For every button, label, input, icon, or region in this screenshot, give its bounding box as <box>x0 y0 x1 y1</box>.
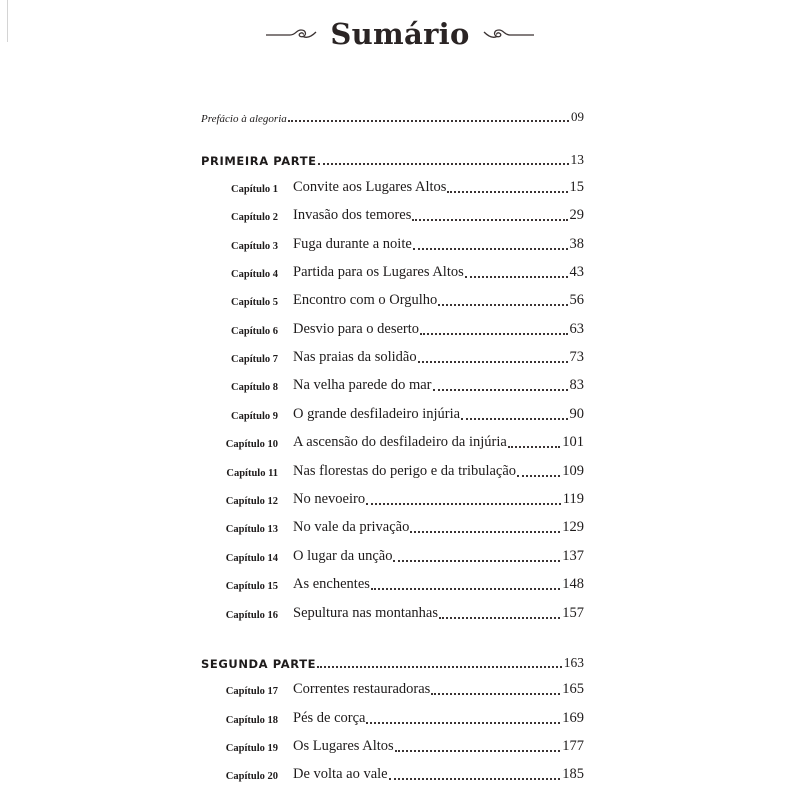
page-number: 163 <box>563 655 584 670</box>
chapter-label: Capítulo 11 <box>226 468 278 479</box>
page-number: 148 <box>562 576 584 592</box>
toc-entry-chapter[interactable] <box>0 230 800 256</box>
chapter-title: Sepultura nas montanhas <box>293 605 438 621</box>
chapter-label: Capítulo 18 <box>225 715 278 726</box>
dot-leader <box>288 120 569 122</box>
toc-entry-chapter[interactable] <box>0 513 800 539</box>
page-number: 165 <box>562 681 584 697</box>
dot-leader <box>366 503 561 505</box>
dot-leader <box>317 666 562 668</box>
page-number: 137 <box>562 548 584 564</box>
chapter-label: Capítulo 12 <box>225 496 278 507</box>
page-number: 09 <box>571 109 584 124</box>
page-number: 90 <box>569 406 584 422</box>
toc-entry-preface[interactable] <box>0 102 800 128</box>
part-title: SEGUNDA PARTE <box>201 657 317 671</box>
toc-part-heading[interactable] <box>0 145 800 171</box>
chapter-title: Na velha parede do mar <box>293 377 432 393</box>
dot-leader <box>413 248 568 250</box>
toc-entry-chapter[interactable] <box>0 732 800 758</box>
page-number: 38 <box>569 236 584 252</box>
dot-leader <box>395 750 561 752</box>
chapter-label: Capítulo 17 <box>225 686 278 697</box>
dot-leader <box>418 361 568 363</box>
toc-entry-chapter[interactable] <box>0 258 800 284</box>
chapter-label: Capítulo 5 <box>231 297 278 308</box>
chapter-title: As enchentes <box>293 576 370 592</box>
chapter-title: Pés de corça <box>293 710 366 726</box>
chapter-title: Convite aos Lugares Altos <box>293 179 447 195</box>
chapter-label: Capítulo 10 <box>225 439 278 450</box>
page-number: 13 <box>570 152 584 167</box>
page-number: 185 <box>562 766 584 782</box>
chapter-title: Nas praias da solidão <box>293 349 417 365</box>
toc-entry-chapter[interactable] <box>0 428 800 454</box>
dot-leader <box>433 389 568 391</box>
chapter-title: O grande desfiladeiro injúria <box>293 406 461 422</box>
chapter-label: Capítulo 7 <box>231 354 278 365</box>
toc-entry-chapter[interactable] <box>0 760 800 786</box>
toc-entry-chapter[interactable] <box>0 570 800 596</box>
chapter-title: Os Lugares Altos <box>293 738 394 754</box>
chapter-title: Desvio para o deserto <box>293 321 420 337</box>
page-number: 83 <box>569 377 584 393</box>
page-number: 177 <box>562 738 584 754</box>
dot-leader <box>420 333 567 335</box>
toc-entry-chapter[interactable] <box>0 457 800 483</box>
toc-entry-chapter[interactable] <box>0 400 800 426</box>
chapter-title: Encontro com o Orgulho <box>293 292 438 308</box>
toc-entry-chapter[interactable] <box>0 173 800 199</box>
chapter-label: Capítulo 13 <box>225 524 278 535</box>
chapter-title: Nas florestas do perigo e da tribulação <box>293 463 517 479</box>
page-number: 63 <box>569 321 584 337</box>
toc-entry-chapter[interactable] <box>0 371 800 397</box>
page-number: 15 <box>569 179 584 195</box>
chapter-title: Partida para os Lugares Altos <box>293 264 464 280</box>
toc-entry-chapter[interactable] <box>0 343 800 369</box>
chapter-label: Capítulo 19 <box>225 743 278 754</box>
page-number: 119 <box>562 491 584 507</box>
toc-entry-chapter[interactable] <box>0 542 800 568</box>
chapter-label: Capítulo 3 <box>231 241 278 252</box>
chapter-label: Capítulo 1 <box>231 184 278 195</box>
page-number: 73 <box>569 349 584 365</box>
chapter-label: Capítulo 15 <box>225 581 278 592</box>
chapter-title: Invasão dos temores <box>293 207 412 223</box>
page-number: 29 <box>569 207 584 223</box>
chapter-title: No nevoeiro <box>293 491 366 507</box>
chapter-label: Capítulo 20 <box>225 771 278 782</box>
chapter-label: Capítulo 8 <box>231 382 278 393</box>
dot-leader <box>447 191 567 193</box>
chapter-label: Capítulo 9 <box>231 411 278 422</box>
page-number: 169 <box>562 710 584 726</box>
dot-leader <box>508 446 560 448</box>
chapter-title: O lugar da unção <box>293 548 393 564</box>
page-number: 157 <box>562 605 584 621</box>
dot-leader <box>318 163 569 165</box>
chapter-title: De volta ao vale <box>293 766 388 782</box>
toc-part-heading[interactable] <box>0 648 800 674</box>
chapter-label: Capítulo 6 <box>231 326 278 337</box>
dot-leader <box>366 722 560 724</box>
dot-leader <box>431 693 560 695</box>
page-title: Sumário <box>330 17 470 51</box>
toc-entry-chapter[interactable] <box>0 286 800 312</box>
toc-entry-chapter[interactable] <box>0 704 800 730</box>
page-number: 56 <box>569 292 584 308</box>
dot-leader <box>461 418 567 420</box>
toc-entry-chapter[interactable] <box>0 675 800 701</box>
page-number: 43 <box>569 264 584 280</box>
page-number: 101 <box>562 434 584 450</box>
dot-leader <box>371 588 560 590</box>
toc-entry-chapter[interactable] <box>0 315 800 341</box>
toc-entry-chapter[interactable] <box>0 485 800 511</box>
chapter-title: Correntes restauradoras <box>293 681 431 697</box>
dot-leader <box>465 276 568 278</box>
chapter-title: A ascensão do desfiladeiro da injúria <box>293 434 507 450</box>
chapter-label: Capítulo 4 <box>231 269 278 280</box>
entry-title: Prefácio à alegoria <box>201 113 287 125</box>
dot-leader <box>517 475 560 477</box>
chapter-label: Capítulo 16 <box>225 610 278 621</box>
dot-leader <box>439 617 560 619</box>
toc-entry-chapter[interactable] <box>0 599 800 625</box>
part-title: PRIMEIRA PARTE <box>201 154 317 168</box>
chapter-label: Capítulo 2 <box>231 212 278 223</box>
chapter-title: Fuga durante a noite <box>293 236 412 252</box>
page-number: 129 <box>562 519 584 535</box>
dot-leader <box>412 219 567 221</box>
chapter-label: Capítulo 14 <box>225 553 278 564</box>
dot-leader <box>410 531 560 533</box>
toc-entry-chapter[interactable] <box>0 201 800 227</box>
chapter-title: No vale da privação <box>293 519 410 535</box>
dot-leader <box>389 778 561 780</box>
dot-leader <box>393 560 560 562</box>
page-number: 109 <box>562 463 584 479</box>
dot-leader <box>438 304 567 306</box>
